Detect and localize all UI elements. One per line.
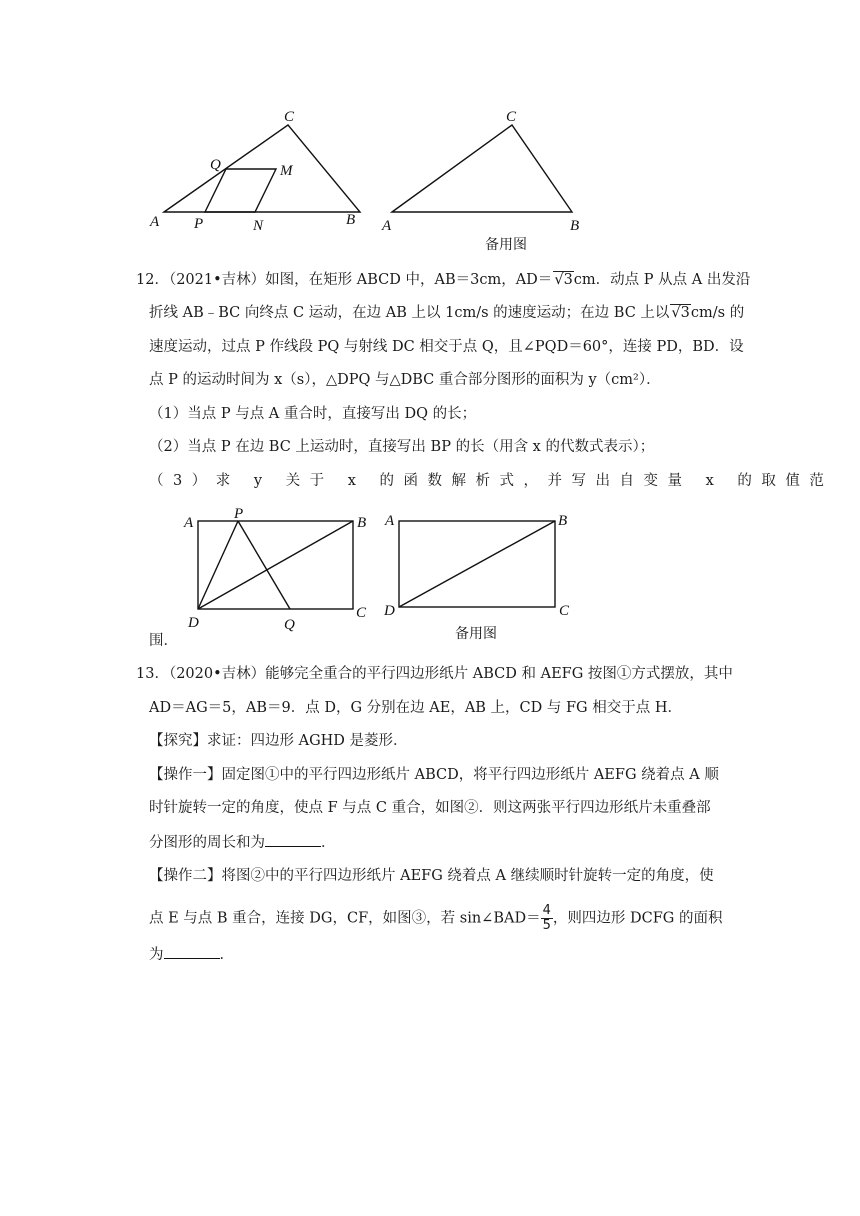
figure-3-svg [178,505,378,640]
q13-line-2: AD＝AG＝5，AB＝9．点 D，G 分别在边 AE，AB 上，CD 与 FG 相交于点 H． [149,700,683,716]
q13-explore: 【探究】求证：四边形 AGHD 是菱形． [149,733,408,749]
q13-operation-1-line-3: 分图形的周长和为 ． [149,832,336,853]
label-c: C [356,605,367,621]
label-a: A [184,515,194,531]
answer-blank [164,944,220,959]
label-c: C [559,603,570,619]
figure-4-svg [380,505,580,625]
label-d: D [188,615,199,631]
fraction-four-fifths: $\frac{4}{5}$ [542,903,551,933]
label-b: B [346,212,356,228]
answer-blank [265,832,321,847]
q13-operation-2-line-2: 点 E 与点 B 重合，连接 DG，CF，如图③，若 sin∠BAD＝ $\frac{4}{5}$ ，则四边形 DCFG 的面积 [149,903,723,933]
label-b: B [357,515,367,531]
label-q: Q [210,157,221,173]
label-b: B [570,218,580,234]
figure-spare-rectangle [380,505,580,625]
q12-line-3: 速度运动，过点 P 作线段 PQ 与射线 DC 相交于点 Q，且∠PQD＝60°，连接 PD，BD．设 [149,339,744,355]
q13-operation-2-line-1: 【操作二】将图②中的平行四边形纸片 AEFG 绕着点 A 继续顺时针旋转一定的角度，使 [149,868,714,884]
label-a: A [382,218,392,234]
label-p: P [234,506,244,522]
label-a: A [150,214,160,230]
label-c: C [284,109,295,125]
q13-operation-2-line-3: 为 ． [149,944,234,965]
diagonal-bd [198,521,353,609]
figure-rectangle-dpq [178,505,378,640]
label-d: D [384,603,395,619]
figure-4-caption: 备用图 [455,626,497,642]
sqrt-3: √3 [554,272,573,288]
q12-sub-3-continued: 围． [149,633,178,649]
segment-pq [238,521,290,609]
sqrt-3: √3 [671,305,690,321]
label-a: A [385,513,395,529]
label-c: C [506,109,517,125]
label-q: Q [284,617,295,633]
diagonal-bd [399,521,555,607]
figure-2-caption: 备用图 [485,237,527,253]
triangle-acb-spare [392,125,572,212]
q12-line-2: 折线 AB﹣BC 向终点 C 运动，在边 AB 上以 1cm/s 的速度运动；在边 BC 上以 √3cm/s 的 [149,305,745,321]
figure-spare-triangle [380,106,590,236]
q12-sub-1: （1）当点 P 与点 A 重合时，直接写出 DQ 的长； [149,406,477,422]
figure-1-svg [146,106,366,236]
q12-sub-2: （2）当点 P 在边 BC 上运动时，直接写出 BP 的长（用含 x 的代数式表示）； [149,439,655,455]
q13-operation-1-line-1: 【操作一】固定图①中的平行四边形纸片 ABCD，将平行四边形纸片 AEFG 绕着点 A 顺 [149,767,719,783]
segment-pd [198,521,238,609]
q12-line-1: 12．（2021•吉林）如图，在矩形 ABCD 中，AB＝3cm，AD＝ √3cm．动点 P 从点 A 出发沿 [136,272,751,288]
label-m: M [280,163,293,179]
figure-triangle-parallelogram [146,106,366,236]
q13-line-1: 13．（2020•吉林）能够完全重合的平行四边形纸片 ABCD 和 AEFG 按图①方式摆放，其中 [136,666,733,682]
label-b: B [558,513,568,529]
figure-2-svg [380,106,590,236]
q13-operation-1-line-2: 时针旋转一定的角度，使点 F 与点 C 重合，如图②．则这两张平行四边形纸片未重叠部 [149,800,711,816]
label-p: P [194,216,204,232]
q12-sub-3: （3）求 y 关于 x 的函数解析式，并写出自变量 x 的取值范 [149,473,834,489]
q12-line-4: 点 P 的运动时间为 x（s），△DPQ 与△DBC 重合部分图形的面积为 y（cm²）． [149,372,661,388]
label-n: N [253,218,264,234]
